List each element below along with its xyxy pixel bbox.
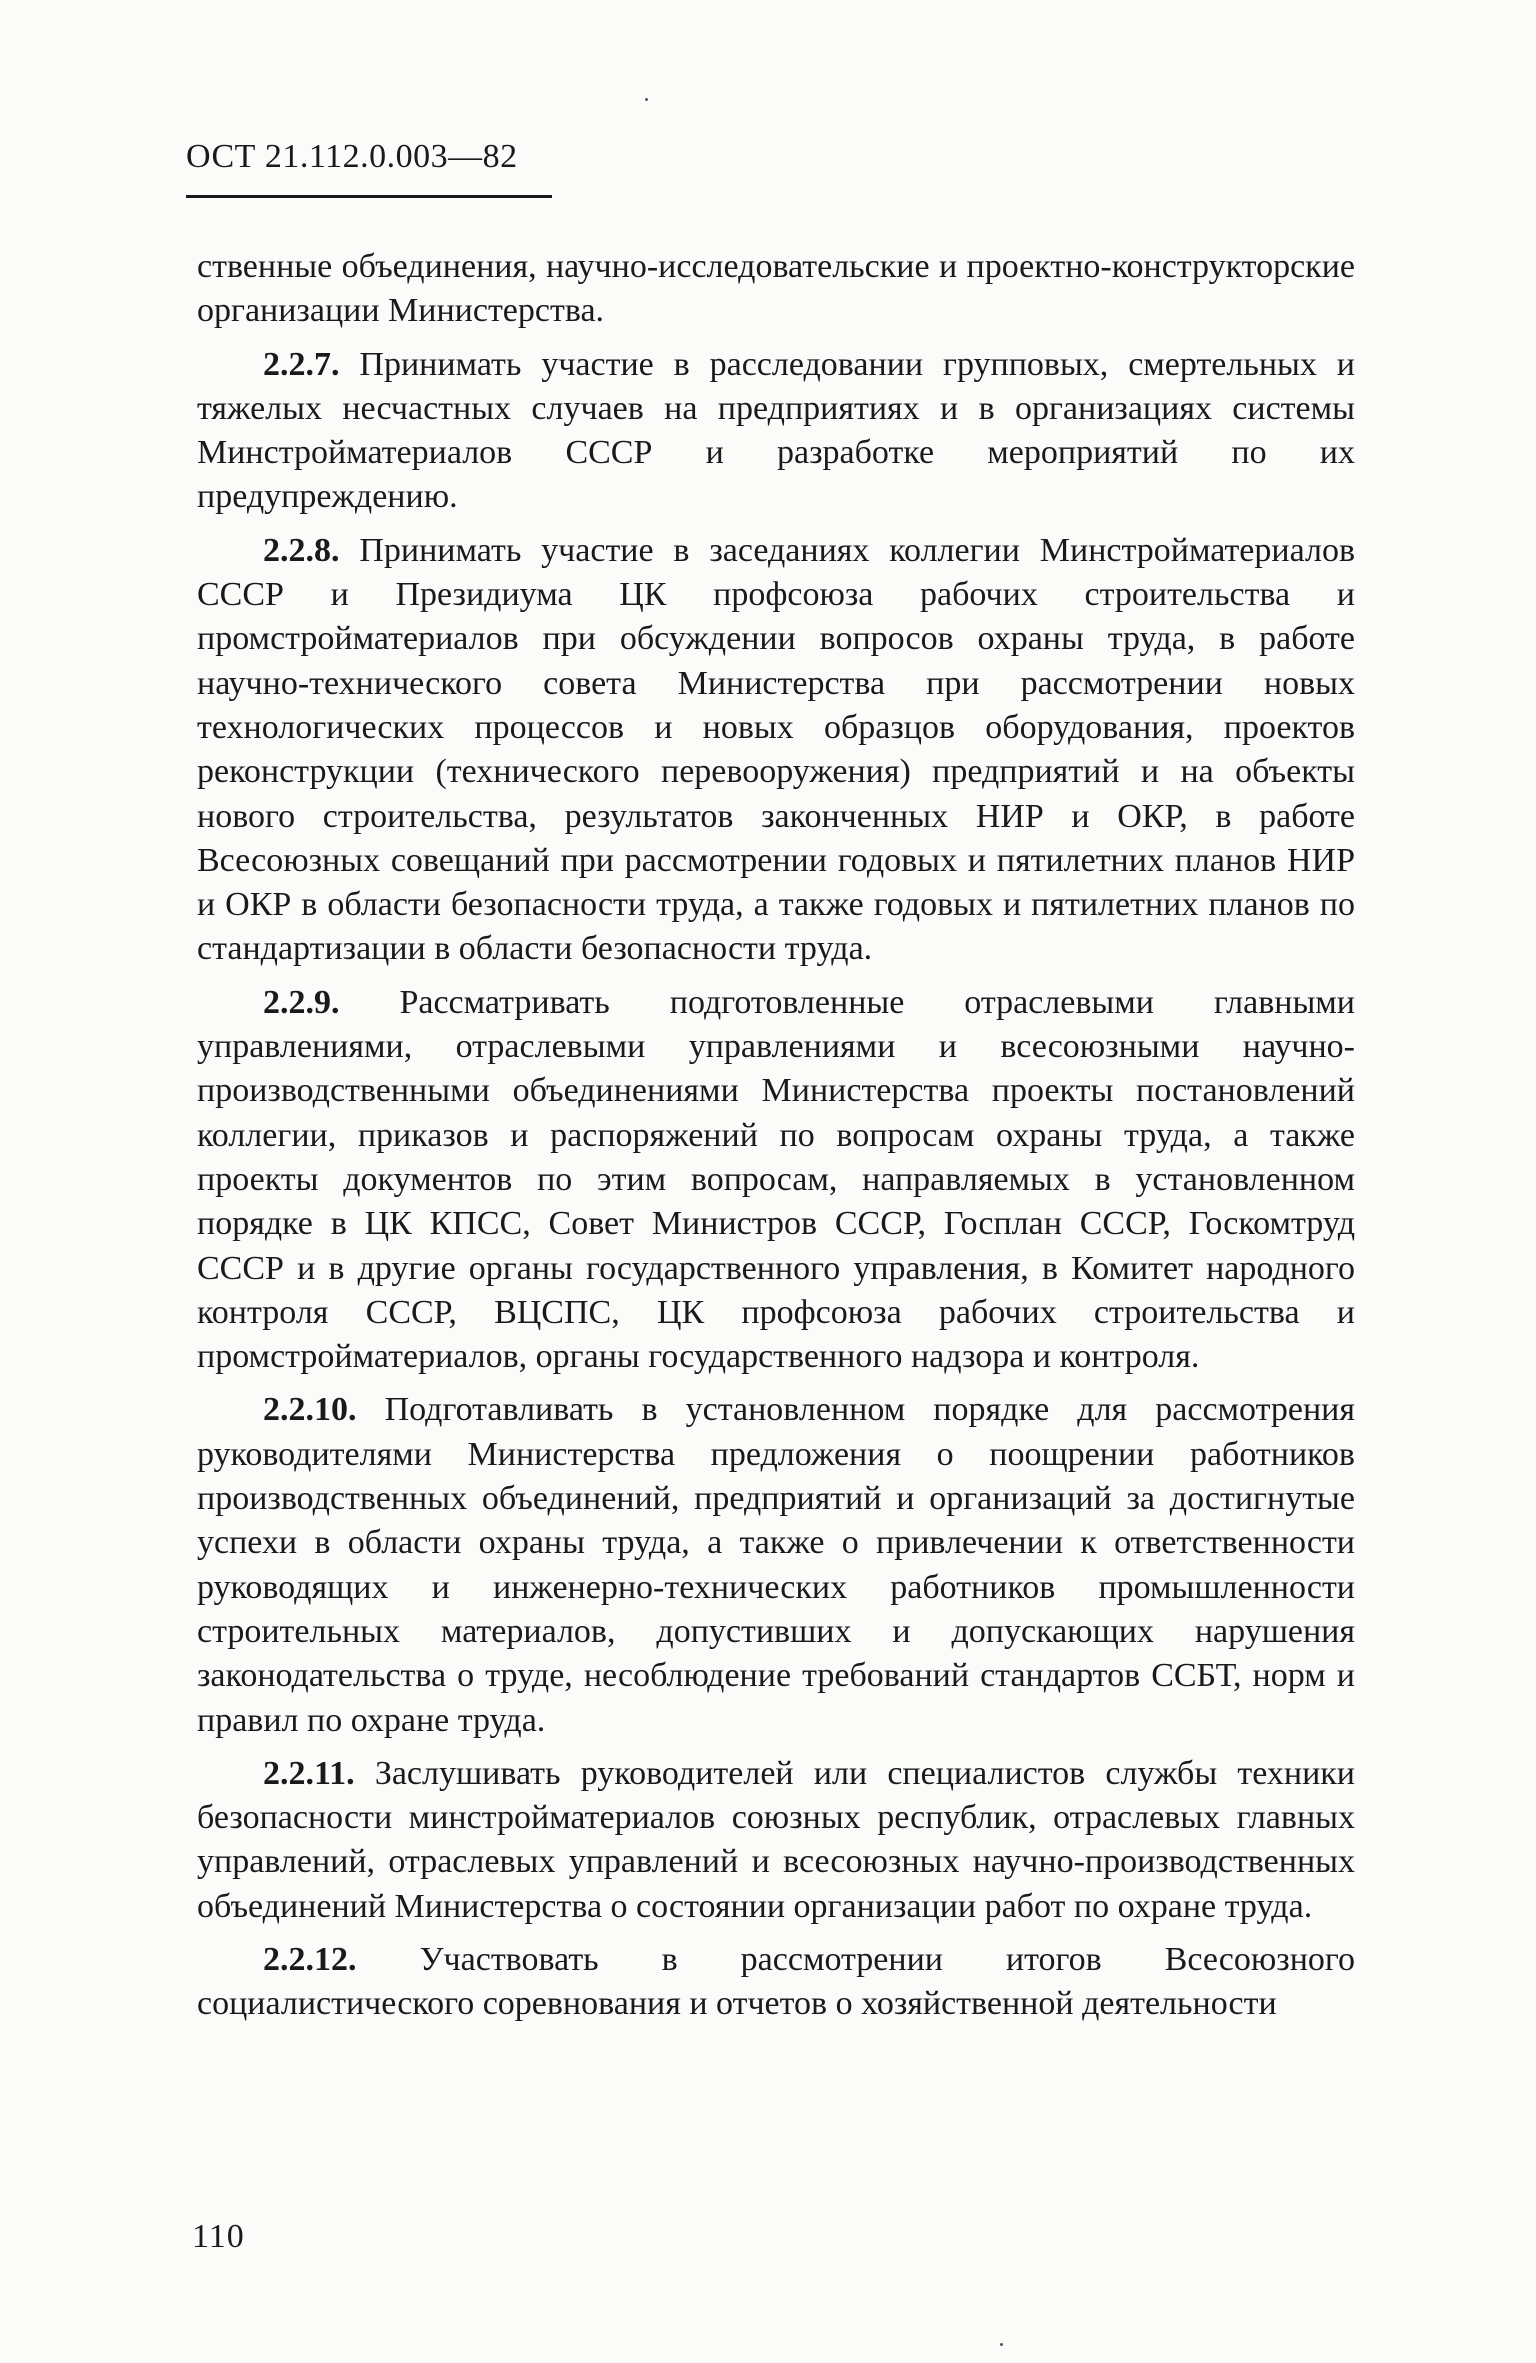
document-body (197, 245, 1355, 2036)
clause-number: 2.2.12. (263, 1940, 357, 1978)
clause-2-2-8 (197, 529, 1355, 972)
clause-2-2-7 (197, 343, 1355, 520)
clause-number: 2.2.8. (263, 531, 340, 569)
clause-text: Рассматривать подготовленные отраслевыми главными управлениями, отраслевыми управлениями и всесоюзными научно-производственными объединениями Министерства проекты постановлений коллегии, приказов и распоряжений по вопросам охраны труда, а также проекты документов по этим вопросам, направляемых в установленном порядке в ЦК КПСС, Совет Министров СССР, Госплан СССР, Госкомтруд СССР и в другие органы государственного управления, в Комитет народного контроля СССР, ВЦСПС, ЦК профсоюза рабочих строительства и промстройматериалов, органы государственного надзора и контроля. (197, 983, 1355, 1376)
document-header: ОСТ 21.112.0.003—82 (186, 138, 518, 175)
clause-text: Подготавливать в установленном порядке для рассмотрения руководителями Министерства предложения о поощрении работников производственных объединений, предприятий и организаций за достигнутые успехи в области охраны труда, а также о привлечении к ответственности руководящих и инженерно-технических работников промышленности строительных материалов, допустивших и допускающих нарушения законодательства о труде, несоблюдение требований стандартов ССБТ, норм и правил по охране труда. (197, 1391, 1356, 1739)
clause-text: Принимать участие в заседаниях коллегии Минстройматериалов СССР и Президиума ЦК профсоюза рабочих строительства и промстройматериалов при обсуждении вопросов охраны труда, в работе научно-технического совета Министерства при рассмотрении новых технологических процессов и новых образцов оборудования, проектов реконструкции (технического перевооружения) предприятий и на объекты нового строительства, результатов законченных НИР и ОКР, в работе Всесоюзных совещаний при рассмотрении годовых и пятилетних планов НИР и ОКР в области безопасности труда, а также годовых и пятилетних планов по стандартизации в области безопасности труда. (197, 531, 1355, 968)
clause-number: 2.2.10. (263, 1391, 357, 1429)
clause-2-2-10 (197, 1388, 1355, 1742)
clause-text: Участвовать в рассмотрении итогов Всесоюзного социалистического соревнования и отчетов о хозяйственной деятельности (197, 1940, 1355, 2023)
clause-text: Принимать участие в расследовании групповых, смертельных и тяжелых несчастных случаев на предприятиях и в организациях системы Минстройматериалов СССР и разработке мероприятий по их предупреждению. (197, 345, 1356, 516)
clause-2-2-9 (197, 981, 1355, 1380)
clause-number: 2.2.7. (263, 345, 340, 383)
clause-2-2-11 (197, 1752, 1355, 1929)
continuation-paragraph: ственные объединения, научно-исследовательские и проектно-конструкторские организации Министерства. (197, 248, 1355, 330)
clause-number: 2.2.9. (263, 983, 340, 1021)
scan-speck (1000, 2343, 1003, 2346)
scan-speck (645, 98, 648, 101)
clause-2-2-12 (197, 1938, 1355, 2027)
clause-number: 2.2.11. (263, 1754, 355, 1792)
clause-text: Заслушивать руководителей или специалистов службы техники безопасности минстройматериалов союзных республик, отраслевых главных управлений, отраслевых управлений и всесоюзных научно-производственных объединений Министерства о состоянии организации работ по охране труда. (197, 1754, 1355, 1925)
page-number: 110 (192, 2218, 245, 2255)
header-rule (186, 195, 552, 198)
